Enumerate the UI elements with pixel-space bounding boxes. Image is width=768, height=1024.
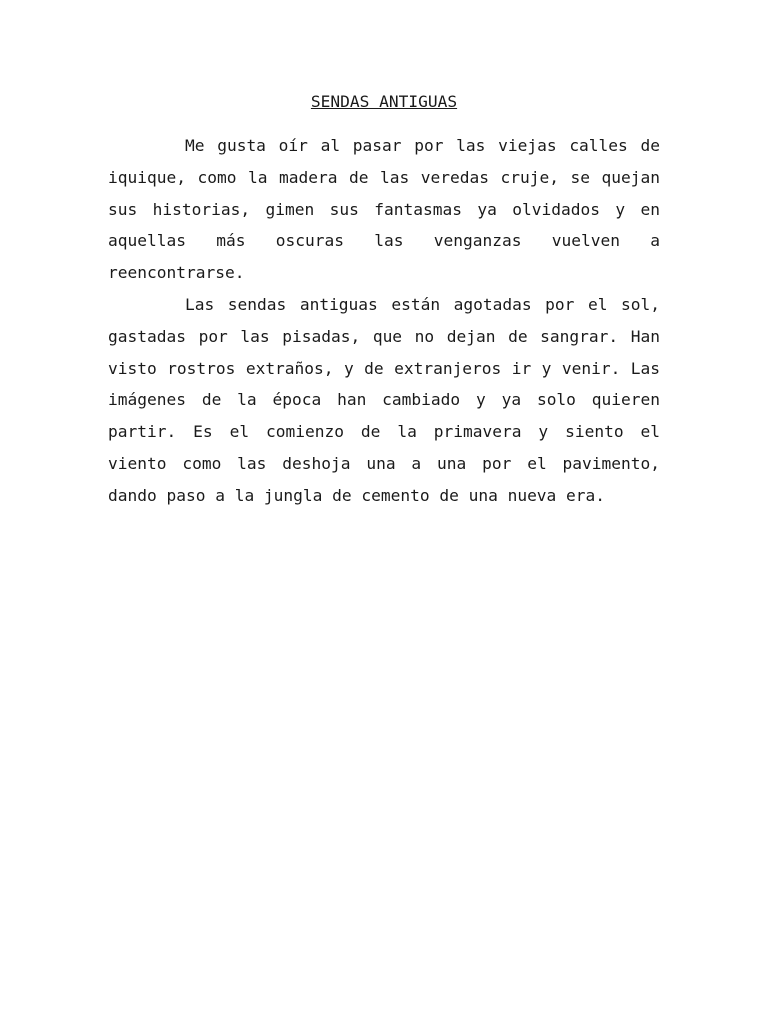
- paragraph-2: Las sendas antiguas están agotadas por el sol, gastadas por las pisadas, que no dejan de sangrar. Han visto rostros extraños, y de extranjeros ir y venir. Las imágenes de la época han cambiado y ya solo quieren partir. Es el comienzo de la primavera y siento el viento como las deshoja una a una por el pavimento, dando paso a la jungla de cemento de una nueva era.: [108, 294, 660, 505]
- document-title: SENDAS ANTIGUAS: [310, 92, 458, 111]
- paragraph-1: Me gusta oír al pasar por las viejas calles de iquique, como la madera de las veredas cruje, se quejan sus historias, gimen sus fantasmas ya olvidados y en aquellas más oscuras las venganzas vuelven a reencontrarse.: [108, 136, 660, 283]
- document-body: [108, 92, 660, 512]
